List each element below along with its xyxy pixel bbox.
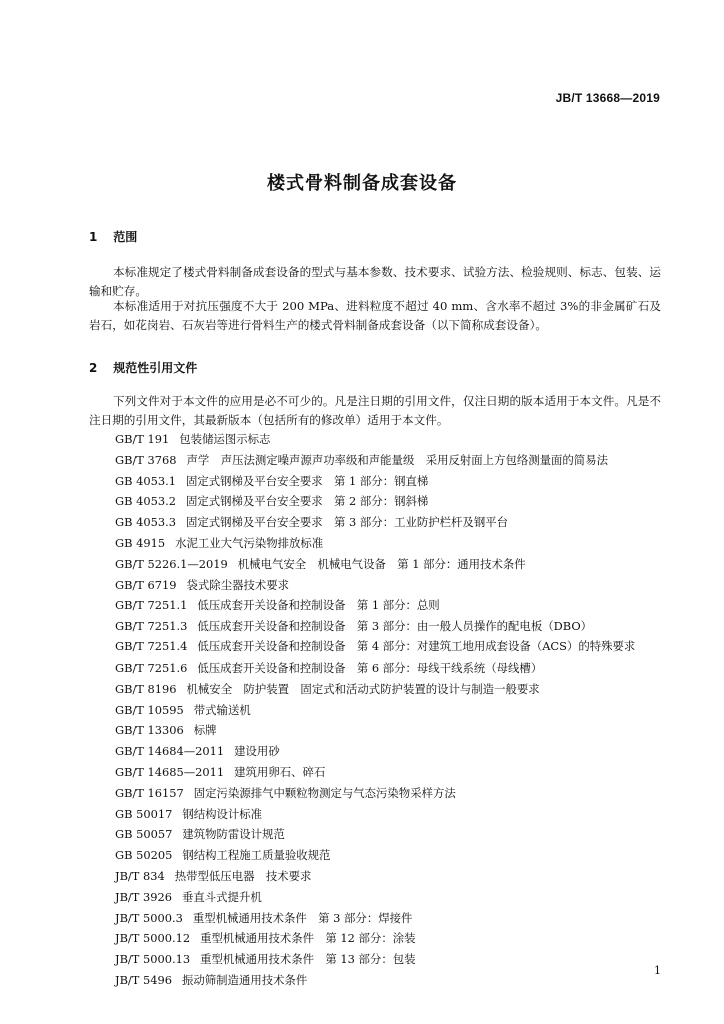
reference-code: GB/T 7251.6 [115, 660, 188, 675]
reference-code: GB/T 7251.4 [115, 638, 188, 653]
reference-title: 重型机械通用技术条件 第 12 部分：涂装 [200, 931, 416, 946]
reference-item [89, 637, 661, 655]
scope-paragraph-2: 本标准适用于对抗压强度不大于 200 MPa、进料粒度不超过 40 mm、含水率不超过 3%的非金属矿石及岩石，如花岗岩、石灰岩等进行骨料生产的楼式骨料制备成套设备（以下简称成套设备）。 [89, 299, 661, 332]
reference-title: 热带型低压电器 技术要求 [174, 868, 312, 883]
reference-title: 低压成套开关设备和控制设备 第 6 部分：母线干线系统（母线槽） [197, 660, 543, 675]
scope-paragraph-1: 本标准规定了楼式骨料制备成套设备的型式与基本参数、技术要求、试验方法、检验规则、标志、包装、运输和贮存。 [89, 265, 661, 298]
reference-item [89, 491, 661, 512]
reference-item [89, 866, 661, 887]
reference-item [89, 887, 661, 908]
section-number: 2 [89, 361, 98, 375]
reference-title: 固定式钢梯及平台安全要求 第 3 部分：工业防护栏杆及钢平台 [185, 515, 508, 530]
reference-code: GB 4053.1 [115, 473, 176, 488]
reference-title: 包装储运图示标志 [179, 432, 271, 446]
document-title: 楼式骨料制备成套设备 [267, 173, 457, 194]
reference-title: 钢结构工程施工质量验收规范 [182, 848, 331, 863]
reference-item [89, 700, 661, 721]
reference-item [89, 741, 661, 762]
reference-code: GB/T 10595 [115, 702, 184, 717]
reference-item [89, 949, 661, 970]
reference-code: GB/T 14685—2011 [115, 764, 225, 779]
reference-code: GB/T 14684—2011 [115, 744, 225, 759]
reference-title: 建筑物防雷设计规范 [182, 827, 285, 842]
reference-code: GB/T 191 [115, 432, 170, 446]
section-title: 规范性引用文件 [113, 361, 198, 375]
section-heading-scope [89, 228, 137, 245]
reference-code: GB/T 16157 [115, 785, 184, 800]
reference-item [89, 512, 661, 533]
reference-code: JB/T 5000.3 [115, 910, 183, 925]
reference-title: 固定污染源排气中颗粒物测定与气态污染物采样方法 [193, 785, 456, 800]
reference-title: 垂直斗式提升机 [181, 889, 262, 904]
reference-title: 标牌 [193, 723, 217, 738]
reference-code: JB/T 3926 [115, 889, 172, 904]
section-heading-normative-references [89, 359, 197, 376]
reference-code: GB/T 8196 [115, 681, 177, 696]
reference-item [89, 595, 661, 616]
reference-code: GB 50205 [115, 848, 173, 863]
reference-item [89, 679, 661, 700]
reference-title: 低压成套开关设备和控制设备 第 4 部分：对建筑工地用成套设备（ACS）的特殊要求 [197, 638, 636, 653]
section-title: 范围 [113, 230, 138, 244]
reference-title: 钢结构设计标准 [182, 806, 263, 821]
reference-item [89, 720, 661, 741]
reference-title: 机械电气安全 机械电气设备 第 1 部分：通用技术条件 [237, 556, 526, 571]
reference-title: 重型机械通用技术条件 第 3 部分：焊接件 [192, 910, 413, 925]
reference-code: JB/T 5000.13 [115, 952, 191, 967]
reference-item [89, 824, 661, 845]
standard-code: JB/T 13668—2019 [555, 91, 660, 105]
reference-title: 低压成套开关设备和控制设备 第 3 部分：由一般人员操作的配电板（DBO） [197, 619, 593, 634]
reference-code: GB 50057 [115, 827, 173, 842]
reference-code: GB/T 13306 [115, 723, 184, 738]
reference-item [89, 575, 661, 596]
reference-title: 建筑用卵石、碎石 [234, 764, 326, 779]
references-intro: 下列文件对于本文件的应用是必不可少的。凡是注日期的引用文件，仅注日期的版本适用于本文件。凡是不注日期的引用文件，其最新版本（包括所有的修改单）适用于本文件。 [89, 394, 661, 427]
reference-code: GB 4053.2 [115, 494, 176, 509]
reference-item [89, 554, 661, 575]
reference-item [89, 908, 661, 929]
reference-item [89, 616, 661, 637]
reference-title: 振动筛制造通用技术条件 [181, 972, 308, 987]
reference-item [89, 783, 661, 804]
reference-code: GB/T 5226.1—2019 [115, 556, 228, 571]
page-number: 1 [654, 964, 661, 977]
reference-code: GB/T 7251.1 [115, 598, 188, 613]
reference-list [89, 429, 661, 991]
reference-item [89, 429, 661, 450]
reference-item [89, 450, 661, 471]
reference-item [89, 970, 661, 991]
reference-title: 建设用砂 [234, 744, 280, 759]
reference-item [89, 845, 661, 866]
reference-code: GB 50017 [115, 806, 173, 821]
reference-title: 水泥工业大气污染物排放标准 [175, 535, 324, 550]
reference-code: GB/T 7251.3 [115, 619, 188, 634]
reference-item [89, 762, 661, 783]
reference-title: 带式输送机 [193, 702, 251, 717]
section-number: 1 [89, 230, 98, 244]
reference-code: GB/T 3768 [115, 452, 177, 467]
reference-title: 重型机械通用技术条件 第 13 部分：包装 [200, 952, 416, 967]
reference-code: JB/T 5496 [115, 972, 172, 987]
reference-title: 低压成套开关设备和控制设备 第 1 部分：总则 [197, 598, 440, 613]
reference-title: 声学 声压法测定噪声源声功率级和声能量级 采用反射面上方包络测量面的简易法 [186, 452, 608, 467]
reference-code: GB/T 6719 [115, 577, 177, 592]
reference-title: 固定式钢梯及平台安全要求 第 2 部分：钢斜梯 [185, 494, 429, 509]
reference-item [89, 471, 661, 492]
reference-code: JB/T 5000.12 [115, 931, 191, 946]
reference-item [89, 658, 661, 679]
reference-item [89, 533, 661, 554]
reference-item [89, 928, 661, 949]
reference-item [89, 804, 661, 825]
reference-code: JB/T 834 [115, 868, 165, 883]
reference-code: GB 4053.3 [115, 515, 176, 530]
reference-title: 袋式除尘器技术要求 [186, 577, 290, 592]
reference-code: GB 4915 [115, 535, 166, 550]
reference-title: 机械安全 防护装置 固定式和活动式防护装置的设计与制造一般要求 [186, 681, 540, 696]
reference-title: 固定式钢梯及平台安全要求 第 1 部分：钢直梯 [185, 473, 429, 488]
